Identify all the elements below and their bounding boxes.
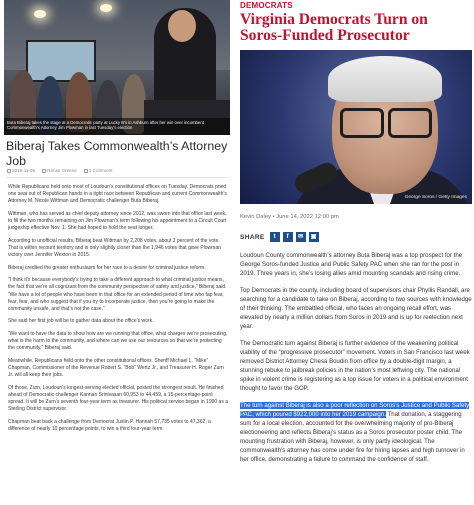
paragraph: The Democratic turn against Biberaj is further evidence of the weakening political viability of the “progressive prosecutor” movement. Voters in San Francisco last week removed District Attorney Chesa Boudin from office by a double-digit margin, a stunning rebuke to jailbreak policies in the nation’s most leftwing city. The national spike in violent crime is registering as a top issue for voters in a political environment thought to favor the GOP. [240, 340, 470, 392]
twitter-share-button[interactable]: t [270, 232, 280, 242]
photo-credit: George Soros / Getty Images [404, 195, 467, 200]
paragraph: She said her first job will be to gather data about the office’s work. [8, 318, 154, 325]
article-title: Biberaj Takes Commonwealth’s Attorney Job [6, 139, 228, 168]
facebook-share-button[interactable]: f [283, 232, 293, 242]
glasses-icon [340, 108, 432, 134]
share-label: SHARE [240, 233, 265, 241]
byline[interactable]: Kevin Daley • June 14, 2022 12:00 pm [240, 214, 339, 220]
ceiling-light-icon [34, 10, 46, 18]
paragraph: Biberaj credited the greater enthusiasm for her race to a desire for criminal justice reform. [8, 264, 206, 271]
hero-photo [4, 0, 230, 135]
divider [6, 177, 230, 178]
paragraph: “We want to have the data to show how are we running that office, what charges we’re prosecuting, what is the harm to the community, and where can we use our resources so that we’re protecting the community,” Biberaj said. [8, 331, 228, 352]
author-text[interactable]: Renss Greene [47, 168, 77, 173]
hero-caption: Buta Biberaj takes the stage at a Democratic party at Lucky B's in Ashburn after her win over incumbent Commonwealth's Attorney Jim Plowman in last Tuesday's election [4, 118, 230, 135]
paragraph-with-selection [240, 402, 472, 464]
paragraph: Loudoun County commonwealth’s attorney Buta Biberaj was a top prospect for the George Soros-funded Justice and Public Safety PAC when she ran for the post in 2019. Three years in, she’s losing allies amid mounting scandals and rising crime. [240, 252, 463, 277]
paragraph: While Republicans held onto most of Loudoun’s constitutional offices on Tuesday, Democrats pried one seat out of Republican hands in a tight race between Republican and current Commonwealth’s Attorney M. Nicole Wittman and Democratic challenger Buta Biberaj. [8, 184, 227, 205]
article-title: Virginia Democrats Turn on Soros-Funded Prosecutor [240, 11, 428, 44]
email-share-button[interactable]: ✉ [296, 232, 306, 242]
more-share-button[interactable]: ▣ [309, 232, 319, 242]
paragraph: “I think it’s because everybody’s trying to take a different approach to what criminal justice means, the fact that we’re all cognizant from the community perspective of safety and justice,” Biberaj said. “We have a lot of people who have been in that office for an extended period of time who tap fear, fear, fear, and who suggest that if you try to incorporate justice, then you’re going to make the community unsafe, and that’s not the case.” [8, 277, 227, 312]
paragraph: According to unofficial results, Biberaj beat Wittman by 2,208 votes, about 2 percent of the vote. That is within recount territory and is only slightly closer than the 1,946 votes that gave Plowman victory over Jennifer Wexton in 2015. [8, 237, 221, 258]
portrait-hair [328, 56, 442, 102]
right-article [238, 0, 474, 505]
comments-text[interactable]: 1 Comment [88, 168, 113, 173]
selected-text[interactable]: The turn against Biberaj is also a poor reflection on Soros’s Justice and Public Safety PAC, which poured $922,000 into her 2019 campaign. [240, 402, 470, 419]
article-meta [7, 168, 113, 173]
paragraph: Of those, Zurn, Loudoun’s longest-serving elected official, posted the strongest result. He finished ahead of Democratic challenger Kannan Srinivasan 60,953 to 44,459, a 15-percentage-point spread. It will be Zurn’s seventh four-year term as treasurer. His political service began in 1990 as a Sterling District supervisor. [8, 384, 229, 413]
paragraph-text: That donation, a staggering sum for a local election, accounted for the overwhelming majority of pro-Biberaj electioneering and reflects Biberaj’s status as a Soros prosecutor poster child. The mounting frustration with Biberaj, however, is only partly ideological. The commonwealth’s attorney has come under fire for hiring lapses and high turnover in her office, demonstrating a failure to command the confidence of staff. [240, 411, 465, 463]
article-body [240, 252, 472, 473]
paragraph: Chapman beat back a challenge from Democrat Justin P. Hannah 57,735 votes to 47,362, a difference of nearly 10 percentage points, to win a third four-year term. [8, 418, 211, 432]
article-body [8, 184, 228, 439]
user-icon [42, 169, 46, 173]
section-kicker[interactable]: DEMOCRATS [240, 1, 293, 10]
left-article [0, 0, 236, 505]
meta-author[interactable] [42, 168, 77, 173]
meta-date [7, 168, 35, 173]
date-text: 2019-11-06 [12, 168, 36, 173]
ceiling-light-icon [100, 4, 112, 12]
speaker-head [168, 10, 196, 42]
paragraph: Top Democrats in the county, including board of supervisors chair Phyllis Randall, are searching for a candidate to take on Biberaj, according to two sources with knowledge of their thinking. The embattled official, who faces an ongoing recall effort, was elevated by nearly a million dollars from Soros in 2019 and is up for reelection next year. [240, 287, 472, 330]
share-bar [240, 232, 319, 242]
meta-comments[interactable] [84, 168, 113, 173]
comment-icon [84, 169, 88, 173]
calendar-icon [7, 169, 11, 173]
paragraph: Wittman, who has served as chief deputy attorney since 2012, was sworn into that office last week, to fill the two months remaining on Jim Plowman’s term following his appointment to a Circuit Court judgeship effective Nov. 1. She had hoped to hold the seat longer. [8, 210, 227, 232]
portrait-photo [240, 50, 472, 204]
paragraph: Meanwhile, Republicans held onto the other constitutional offices. Sheriff Michael L. “Mike” Chapman, Commissioner of the Revenue Robert S. “Bob” Wertz Jr., and Treasurer H. Roger Zurn Jr. will all keep their jobs. [8, 357, 224, 379]
